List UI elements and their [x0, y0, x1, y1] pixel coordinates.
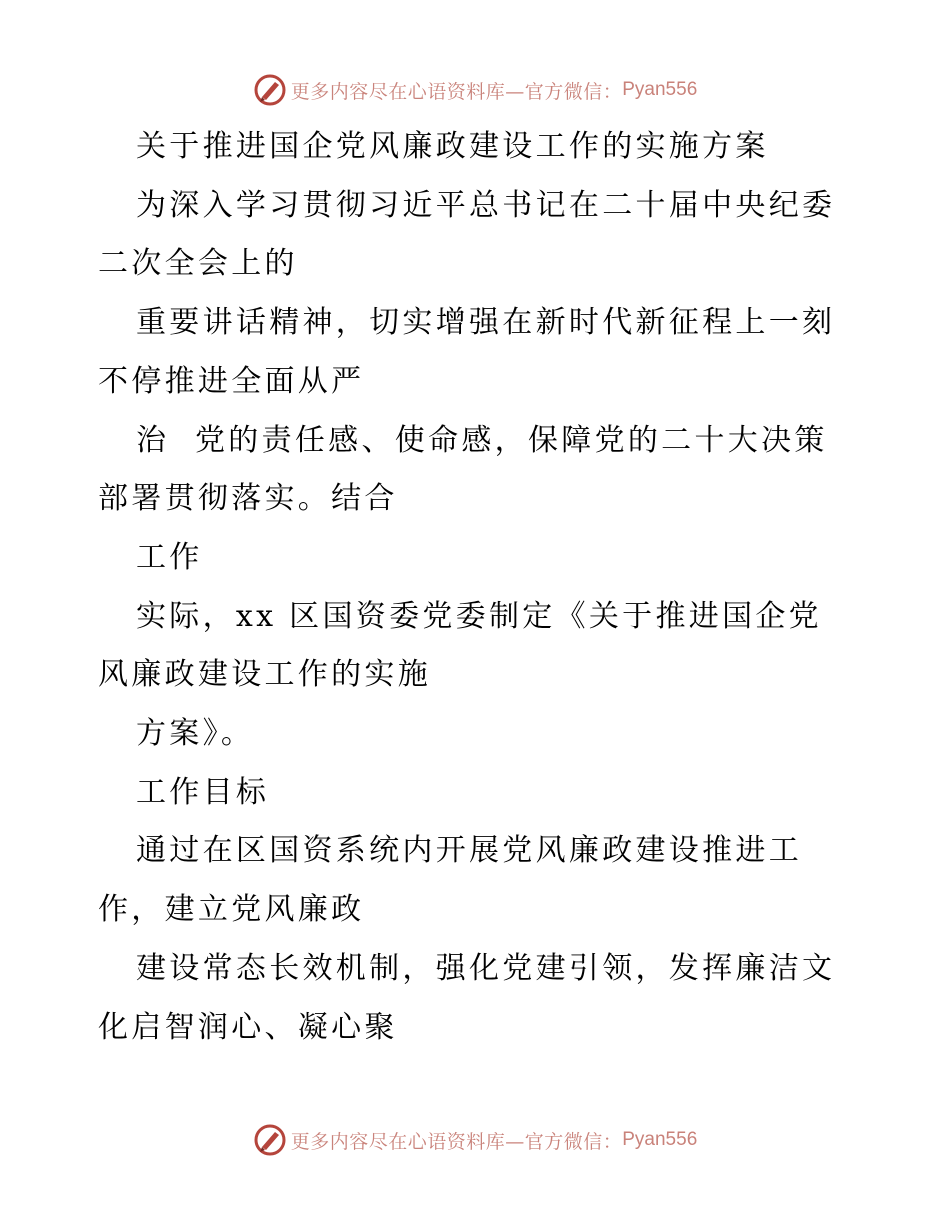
section-heading: 工作目标	[136, 774, 270, 810]
paragraph-title: 关于推进国企党风廉政建设工作的实施方案	[136, 129, 769, 164]
paragraph: 通过在区国资系统内开展党风廉政建设推进工作，建立党风廉政	[98, 833, 802, 928]
pen-logo-icon	[253, 73, 287, 107]
paragraph: 方案》。	[136, 716, 255, 752]
paragraph: 实际，xx 区国资委党委制定《关于推进国企党风廉政建设工作的实施	[98, 598, 822, 693]
pen-logo-icon	[253, 1123, 287, 1157]
watermark-id: Pyan556	[622, 1129, 698, 1150]
paragraph: 工作	[136, 539, 203, 575]
paragraph: 重要讲话精神，切实增强在新时代新征程上一刻不停推进全面从严	[98, 305, 836, 399]
watermark-text: 更多内容尽在心语资料库—官方微信：	[290, 80, 623, 103]
paragraph: 建设常态长效机制，强化党建引领，发挥廉洁文化启智润心、凝心聚	[98, 950, 836, 1045]
watermark-text: 更多内容尽在心语资料库—官方微信：	[290, 1130, 623, 1153]
watermark-id: Pyan556	[622, 79, 698, 100]
document-body	[98, 118, 850, 1057]
paragraph: 治 党的责任感、使命感，保障党的二十大决策部署贯彻落实。结合	[98, 422, 828, 517]
header-watermark	[0, 72, 950, 108]
footer-watermark	[0, 1122, 950, 1158]
paragraph: 为深入学习贯彻习近平总书记在二十届中央纪委二次全会上的	[98, 187, 836, 282]
